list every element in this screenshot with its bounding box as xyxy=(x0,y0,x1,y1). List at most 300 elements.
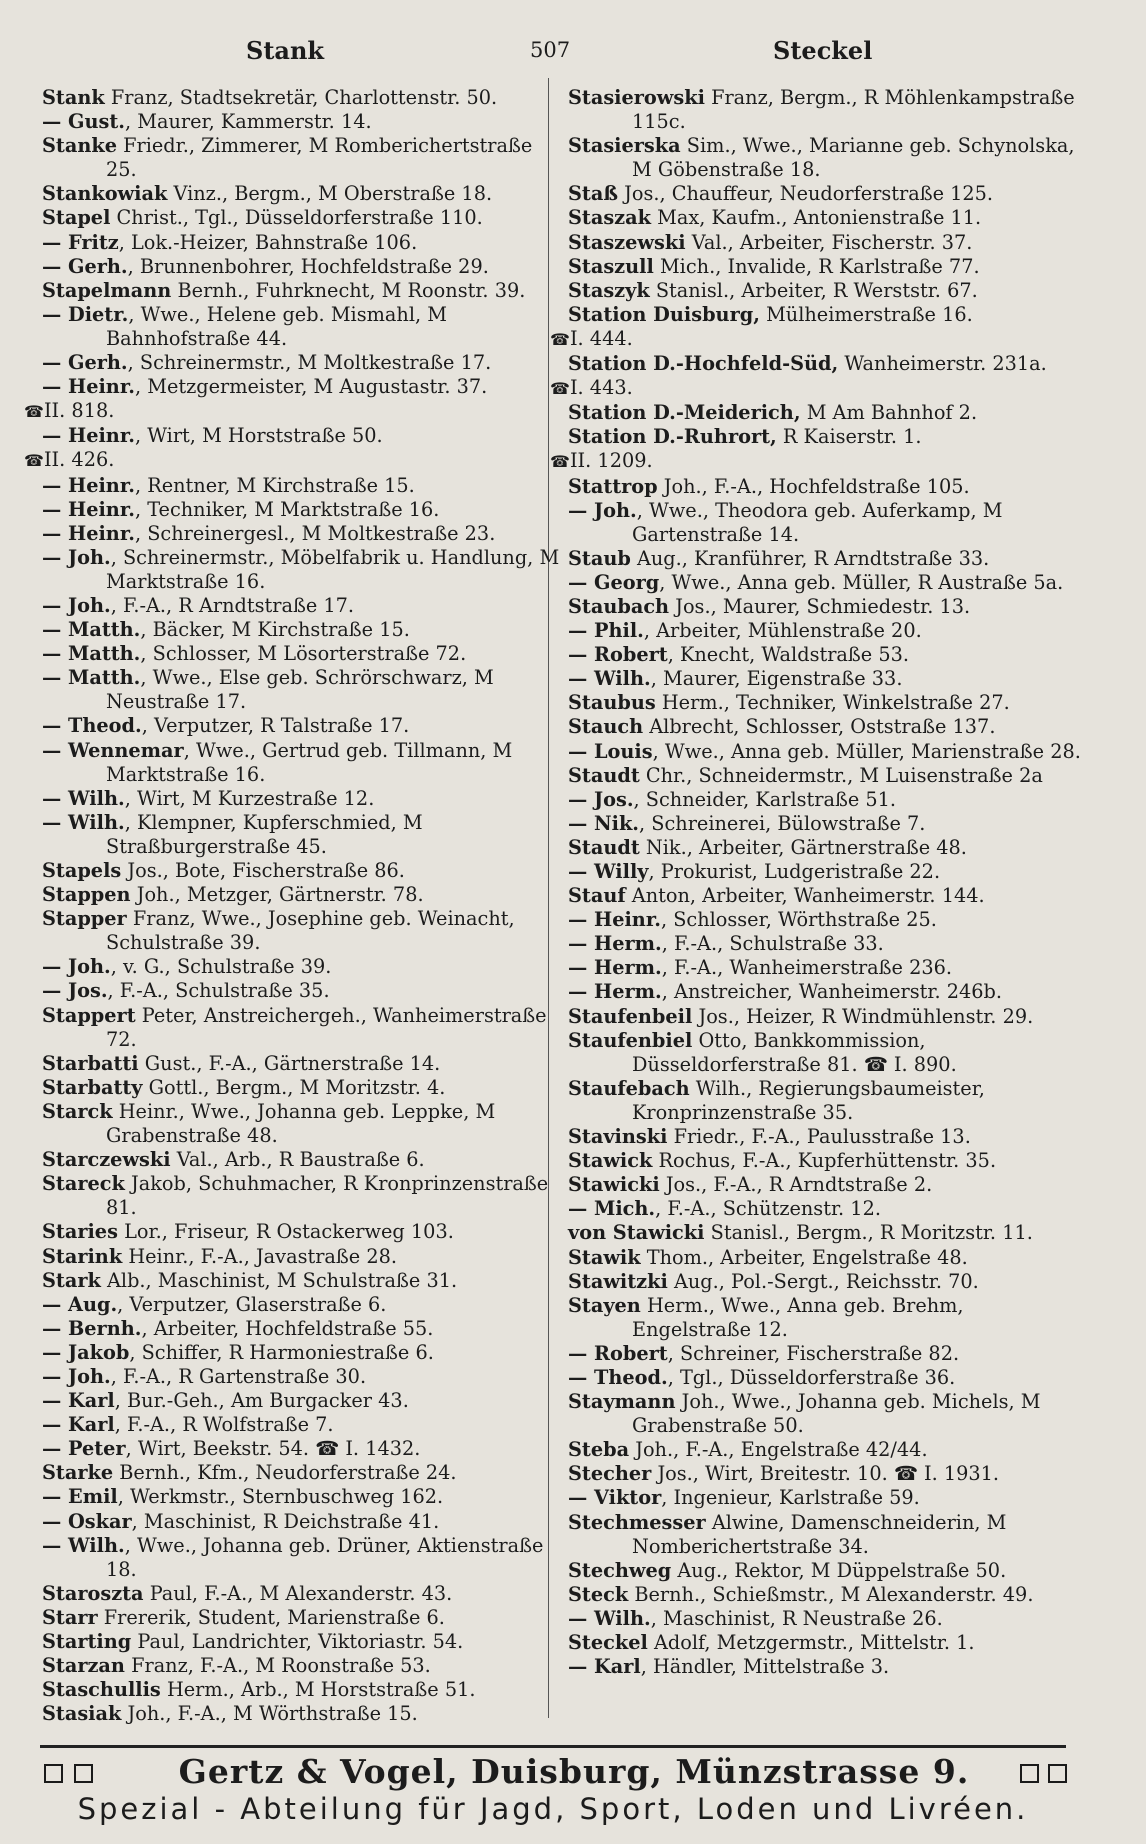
directory-entry xyxy=(42,907,562,955)
entry-name: — Karl xyxy=(42,1413,115,1437)
directory-entry xyxy=(42,1148,562,1172)
entry-details: Val., Arb., R Baustraße 6. xyxy=(176,1148,425,1172)
entry-details: R Kaiserstr. 1. xyxy=(782,425,922,449)
directory-entry xyxy=(42,1413,562,1437)
directory-entry xyxy=(42,231,562,255)
entry-details: Jos., Maurer, Schmiedestr. 13. xyxy=(675,594,971,618)
entry-details: Peter, Anstreichergeh., Wanheimerstraße 72. xyxy=(106,1003,547,1051)
entry-details: Friedr., Zimmerer, M Romberichertstraße 25. xyxy=(106,134,533,182)
entry-name: Starczewski xyxy=(42,1148,171,1172)
square-ornament-icon xyxy=(1020,1764,1039,1783)
entry-name: Starbatti xyxy=(42,1051,139,1075)
directory-entry xyxy=(568,86,1088,134)
entry-details: Vinz., Bergm., M Oberstraße 18. xyxy=(173,182,493,206)
directory-entry xyxy=(568,1342,1088,1366)
directory-entry xyxy=(42,1437,562,1461)
directory-entry xyxy=(568,1438,1088,1462)
entry-details: , F.-A., Schützenstr. 12. xyxy=(655,1197,881,1221)
entry-details: , Metzgermeister, M Augustastr. 37. xyxy=(134,375,488,399)
entry-name: — Wilh. xyxy=(568,667,651,691)
entry-name: Stavinski xyxy=(568,1125,668,1149)
directory-entry xyxy=(42,859,562,883)
entry-details: Herm., Arb., M Horststraße 51. xyxy=(166,1678,476,1702)
directory-entry xyxy=(568,449,1088,474)
entry-details: , Verputzer, Glaserstraße 6. xyxy=(117,1292,387,1316)
square-ornament-icon xyxy=(74,1764,93,1783)
entry-details: , Schreinerei, Bülowstraße 7. xyxy=(639,811,926,835)
directory-entry xyxy=(568,956,1088,980)
entry-name: — Wennemar xyxy=(42,738,184,762)
entry-name: — Matth. xyxy=(42,666,141,690)
entry-details: Chr., Schneidermstr., M Luisenstraße 2a xyxy=(645,763,1043,787)
entry-details: , Knecht, Waldstraße 53. xyxy=(667,643,910,667)
directory-entry xyxy=(568,667,1088,691)
directory-entry xyxy=(42,255,562,279)
directory-entry xyxy=(42,1052,562,1076)
entry-details: Paul, F.-A., M Alexanderstr. 43. xyxy=(149,1581,453,1605)
entry-details: , F.-A., Schulstraße 35. xyxy=(107,979,330,1003)
entry-name: — Fritz xyxy=(42,230,119,254)
directory-entry xyxy=(42,618,562,642)
entry-name: — Joh. xyxy=(42,593,111,617)
header-right-keyword: Steckel xyxy=(773,36,873,65)
entry-details: , Wwe., Else geb. Schrörschwarz, M Neustraße 17. xyxy=(106,666,494,714)
directory-entry xyxy=(568,352,1088,376)
directory-entry xyxy=(568,401,1088,425)
entry-details: Rochus, F.-A., Kupferhüttenstr. 35. xyxy=(658,1149,997,1173)
directory-entry xyxy=(42,1534,562,1582)
directory-entry xyxy=(42,811,562,859)
entry-details: , Prokurist, Ludgeristraße 22. xyxy=(648,860,941,883)
entry-details: Paul, Landrichter, Viktoriastr. 54. xyxy=(137,1630,464,1653)
directory-entry xyxy=(42,955,562,979)
entry-name: — Georg xyxy=(568,570,660,594)
directory-entry xyxy=(42,1293,562,1317)
entry-name: — Phil. xyxy=(568,619,644,643)
entry-details: , Wwe., Anna geb. Müller, Marienstraße 28. xyxy=(652,739,1081,763)
directory-entry xyxy=(42,883,562,907)
directory-entry xyxy=(42,1485,562,1509)
entry-name: Staroszta xyxy=(42,1581,144,1605)
entry-name: — Gerh. xyxy=(42,254,128,278)
directory-entry xyxy=(42,594,562,618)
entry-details: , Wwe., Johanna geb. Drüner, Aktienstraße 18. xyxy=(106,1533,544,1581)
directory-entry xyxy=(568,1246,1088,1270)
entry-name: — Oskar xyxy=(42,1509,132,1533)
entry-name: Staß xyxy=(568,182,618,206)
entry-name: Stauch xyxy=(568,715,644,739)
directory-entry xyxy=(568,740,1088,764)
directory-entry xyxy=(42,714,562,738)
entry-details: Stanisl., Arbeiter, R Werststr. 67. xyxy=(655,278,978,302)
directory-entry xyxy=(568,1197,1088,1221)
entry-name: — Viktor xyxy=(568,1486,662,1510)
entry-name: — Theod. xyxy=(42,714,142,738)
entry-details: , Wwe., Theodora geb. Auferkamp, M Gartenstraße 14. xyxy=(632,498,1003,546)
entry-details: Joh., Metzger, Gärtnerstr. 78. xyxy=(136,883,424,907)
directory-entry xyxy=(568,303,1088,327)
entry-details: Jos., Bote, Fischerstraße 86. xyxy=(127,859,405,882)
entry-name: — Robert xyxy=(568,643,668,667)
entry-details: , Bäcker, M Kirchstraße 15. xyxy=(140,618,410,642)
directory-entry xyxy=(42,1076,562,1100)
entry-name: — Heinr. xyxy=(42,473,135,497)
entry-name: Staufebach xyxy=(568,1076,690,1100)
entry-name: Station Duisburg, xyxy=(568,302,760,326)
entry-name: Staszak xyxy=(568,206,651,230)
entry-details: , F.-A., Schulstraße 33. xyxy=(661,932,884,956)
directory-entry xyxy=(42,1100,562,1148)
directory-entry xyxy=(42,86,562,110)
entry-details: , Klempner, Kupferschmied, M Straßburgerstraße 45. xyxy=(106,810,423,858)
entry-name: Stapel xyxy=(42,206,111,230)
entry-name: Staubus xyxy=(568,691,656,715)
entry-name: — Gust. xyxy=(42,110,125,134)
square-ornament-icon xyxy=(1048,1764,1067,1783)
entry-details: Sim., Wwe., Marianne geb. Schynolska, M Göbenstraße 18. xyxy=(632,134,1075,182)
directory-entry xyxy=(42,498,562,522)
directory-entry xyxy=(42,1317,562,1341)
entry-name: — Heinr. xyxy=(42,521,135,545)
directory-entry xyxy=(568,1462,1088,1486)
entry-details: Joh., F.-A., Engelstraße 42/44. xyxy=(635,1438,928,1462)
directory-entry xyxy=(42,1004,562,1052)
entry-details: Aug., Kranführer, R Arndtstraße 33. xyxy=(636,546,990,570)
directory-entry xyxy=(568,836,1088,860)
entry-details: Friedr., F.-A., Paulusstraße 13. xyxy=(673,1125,971,1149)
entry-name: Starck xyxy=(42,1099,113,1123)
directory-entry xyxy=(42,1510,562,1534)
directory-entry xyxy=(568,715,1088,739)
directory-entry xyxy=(42,110,562,134)
entry-name: — Gerh. xyxy=(42,351,128,375)
entry-details: Thom., Arbeiter, Engelstraße 48. xyxy=(646,1245,968,1269)
entry-details: , Maschinist, R Deichstraße 41. xyxy=(131,1509,440,1533)
entry-name: Station D.-Meiderich, xyxy=(568,401,801,425)
entry-details: , Wirt, M Kurzestraße 12. xyxy=(124,786,375,810)
entry-name: — Wilh. xyxy=(42,810,125,834)
entry-details: , Wirt, Beekstr. 54. ☎ I. 1432. xyxy=(125,1437,421,1461)
advertisement-tagline: Spezial - Abteilung für Jagd, Sport, Loden und Livréen. xyxy=(77,1792,1029,1826)
entry-details: Gottl., Bergm., M Moritzstr. 4. xyxy=(148,1075,446,1099)
entry-name: — Herm. xyxy=(568,956,662,980)
entry-details: Jos., Heizer, R Windmühlenstr. 29. xyxy=(698,1004,1034,1028)
entry-details: Bernh., Schießmstr., M Alexanderstr. 49. xyxy=(634,1582,1034,1606)
entry-details: , Tgl., Düsseldorferstraße 36. xyxy=(667,1365,956,1389)
entry-name: — Matth. xyxy=(42,642,141,666)
entry-details: Franz, F.-A., M Roonstraße 53. xyxy=(131,1654,431,1678)
entry-name: — Mich. xyxy=(568,1197,656,1221)
entry-name: — Joh. xyxy=(42,545,111,569)
directory-entry xyxy=(42,474,562,498)
entry-name: Stappen xyxy=(42,883,131,907)
entry-details: Max, Kaufm., Antonienstraße 11. xyxy=(657,206,982,230)
entry-name: — Aug. xyxy=(42,1292,118,1316)
entry-details: , Schiffer, R Harmoniestraße 6. xyxy=(129,1340,434,1364)
entry-name: Staufenbeil xyxy=(568,1004,693,1028)
entry-details: , F.-A., Wanheimerstraße 236. xyxy=(661,956,953,980)
entry-name: Stawitzki xyxy=(568,1269,668,1293)
directory-entry xyxy=(42,1389,562,1413)
directory-entry xyxy=(42,1630,562,1654)
directory-entry xyxy=(568,1655,1088,1679)
left-column xyxy=(42,86,562,1726)
entry-name: Stattrop xyxy=(568,474,658,498)
directory-entry xyxy=(42,1582,562,1606)
directory-entry xyxy=(568,1559,1088,1583)
directory-entry xyxy=(568,764,1088,788)
entry-details: , Verputzer, R Talstraße 17. xyxy=(141,714,410,738)
directory-entry xyxy=(568,1486,1088,1510)
entry-name: — Heinr. xyxy=(42,497,135,521)
page-header xyxy=(0,36,1146,72)
entry-name: Staszull xyxy=(568,254,654,278)
entry-details: Jos., Wirt, Breitestr. 10. ☎ I. 1931. xyxy=(657,1462,1000,1486)
directory-entry xyxy=(42,666,562,714)
directory-entry xyxy=(568,619,1088,643)
entry-details: , Arbeiter, Mühlenstraße 20. xyxy=(643,619,922,643)
entry-details: , Arbeiter, Hochfeldstraße 55. xyxy=(141,1316,434,1340)
directory-entry xyxy=(568,547,1088,571)
entry-name: Stapelmann xyxy=(42,278,172,302)
directory-entry xyxy=(42,522,562,546)
entry-name: Stauf xyxy=(568,884,626,908)
entry-details: Otto, Bankkommission, Düsseldorferstraße 81. ☎ I. 890. xyxy=(632,1028,957,1076)
entry-details: Mülheimerstraße 16. xyxy=(766,302,973,326)
entry-name: Station D.-Hochfeld-Süd, xyxy=(568,352,839,376)
directory-entry xyxy=(568,932,1088,956)
entry-name: Staubach xyxy=(568,594,670,618)
directory-entry xyxy=(568,231,1088,255)
entry-details: , Ingenieur, Karlstraße 59. xyxy=(661,1486,920,1510)
directory-entry xyxy=(568,571,1088,595)
entry-details: , Maschinist, R Neustraße 26. xyxy=(650,1606,943,1630)
entry-details: Aug., Pol.-Sergt., Reichsstr. 70. xyxy=(673,1269,979,1293)
entry-details: Wilh., Regierungsbaumeister, Kronprinzenstraße 35. xyxy=(632,1076,985,1124)
entry-name: Stawicki xyxy=(568,1173,660,1197)
directory-entry xyxy=(568,1583,1088,1607)
entry-name: Staszyk xyxy=(568,278,650,302)
directory-entry xyxy=(568,475,1088,499)
entry-name: — Joh. xyxy=(568,498,637,522)
entry-name: — Joh. xyxy=(42,1364,111,1388)
header-left-keyword: Stank xyxy=(246,36,325,65)
entry-details: , Schreinermstr., Möbelfabrik u. Handlung, M Marktstraße 16. xyxy=(106,545,560,593)
entry-details: , Wirt, M Horststraße 50. xyxy=(134,424,383,448)
entry-details: Gust., F.-A., Gärtnerstraße 14. xyxy=(144,1051,441,1075)
telephone-number: II. 818. xyxy=(43,399,115,423)
directory-entry xyxy=(568,1270,1088,1294)
entry-name: — Nik. xyxy=(568,811,640,835)
entry-name: — Wilh. xyxy=(42,1533,125,1557)
entry-name: — Herm. xyxy=(568,980,662,1004)
entry-name: Stappert xyxy=(42,1003,136,1027)
entry-name: — Wilh. xyxy=(568,1606,651,1630)
entry-details: Jakob, Schuhmacher, R Kronprinzenstraße 81. xyxy=(106,1172,549,1220)
directory-entry xyxy=(42,1654,562,1678)
entry-name: Stankowiak xyxy=(42,182,168,206)
entry-details: Wanheimerstr. 231a. xyxy=(844,352,1047,376)
directory-entry xyxy=(568,595,1088,619)
entry-name: von Stawicki xyxy=(568,1221,705,1245)
directory-entry xyxy=(42,134,562,182)
entry-details: Joh., Wwe., Johanna geb. Michels, M Grabenstraße 50. xyxy=(632,1390,1041,1438)
entry-name: Staudt xyxy=(568,763,640,787)
directory-entry xyxy=(42,279,562,303)
directory-entry xyxy=(42,1365,562,1389)
directory-entry xyxy=(568,1149,1088,1173)
entry-name: Stapper xyxy=(42,907,127,931)
directory-entry xyxy=(568,1221,1088,1245)
entry-details: , Maurer, Eigenstraße 33. xyxy=(650,667,903,691)
entry-details: Heinr., Wwe., Johanna geb. Leppke, M Grabenstraße 48. xyxy=(106,1099,496,1148)
entry-name: Stasierska xyxy=(568,134,681,158)
directory-entry xyxy=(42,399,562,424)
entry-name: Staszewski xyxy=(568,230,686,254)
directory-entry xyxy=(42,182,562,206)
directory-entry xyxy=(42,448,562,473)
entry-details: Joh., F.-A., Hochfeldstraße 105. xyxy=(663,474,970,498)
entry-details: , F.-A., R Gartenstraße 30. xyxy=(110,1364,367,1388)
directory-entry xyxy=(42,303,562,351)
entry-name: Stawik xyxy=(568,1245,641,1269)
entry-details: , Werkmstr., Sternbuschweg 162. xyxy=(117,1485,444,1509)
advertisement-company: Gertz & Vogel, Duisburg, Münzstrasse 9. xyxy=(178,1752,970,1791)
entry-name: Stechmesser xyxy=(568,1510,706,1534)
entry-name: — Jos. xyxy=(568,787,634,811)
directory-entry xyxy=(42,1245,562,1269)
directory-entry xyxy=(568,255,1088,279)
telephone-number: II. 1209. xyxy=(569,449,653,473)
entry-details: Jos., Chauffeur, Neudorferstraße 125. xyxy=(624,182,994,206)
entry-details: , Brunnenbohrer, Hochfeldstraße 29. xyxy=(127,254,489,278)
directory-entry xyxy=(42,642,562,666)
entry-name: Stechweg xyxy=(568,1558,672,1582)
directory-entry xyxy=(568,691,1088,715)
right-column xyxy=(568,86,1088,1679)
entry-name: Starink xyxy=(42,1244,123,1268)
directory-entry xyxy=(568,1366,1088,1390)
directory-entry xyxy=(42,739,562,787)
entry-name: Starting xyxy=(42,1630,132,1653)
entry-name: Stapels xyxy=(42,859,122,882)
entry-name: Staufenbiel xyxy=(568,1028,693,1052)
entry-details: , F.-A., R Arndtstraße 17. xyxy=(110,593,355,617)
entry-name: Staschullis xyxy=(42,1678,161,1702)
entry-name: Stasierowski xyxy=(568,86,705,109)
directory-entry xyxy=(568,1511,1088,1559)
entry-name: — Louis xyxy=(568,739,653,763)
entry-name: Staudt xyxy=(568,835,640,859)
telephone-number: II. 426. xyxy=(43,448,115,472)
entry-name: — Jakob xyxy=(42,1340,130,1364)
directory-entry xyxy=(42,979,562,1003)
directory-entry xyxy=(42,1461,562,1485)
entry-name: — Theod. xyxy=(568,1365,668,1389)
entry-details: Val., Arbeiter, Fischerstr. 37. xyxy=(691,230,973,254)
directory-entry xyxy=(568,812,1088,836)
entry-name: — Emil xyxy=(42,1485,118,1509)
entry-details: Alb., Maschinist, M Schulstraße 31. xyxy=(106,1268,458,1292)
entry-details: Joh., F.-A., M Wörthstraße 15. xyxy=(127,1702,418,1726)
entry-name: — Matth. xyxy=(42,618,141,642)
directory-entry xyxy=(568,1029,1088,1077)
entry-details: Franz, Stadtsekretär, Charlottenstr. 50. xyxy=(110,86,498,109)
entry-details: Nik., Arbeiter, Gärtnerstraße 48. xyxy=(645,835,967,859)
entry-details: , Lok.-Heizer, Bahnstraße 106. xyxy=(118,230,418,254)
entry-details: , v. G., Schulstraße 39. xyxy=(110,955,332,979)
directory-entry xyxy=(568,860,1088,884)
entry-details: , Schreiner, Fischerstraße 82. xyxy=(667,1341,960,1365)
directory-entry xyxy=(42,546,562,594)
entry-details: , Bur.-Geh., Am Burgacker 43. xyxy=(114,1389,409,1413)
entry-details: , Maurer, Kammerstr. 14. xyxy=(124,110,372,134)
directory-entry xyxy=(568,1173,1088,1197)
entry-name: Stank xyxy=(42,86,105,109)
entry-name: Station D.-Ruhrort, xyxy=(568,425,777,449)
directory-entry xyxy=(42,1269,562,1293)
entry-name: Stayen xyxy=(568,1293,641,1317)
entry-name: Steba xyxy=(568,1438,630,1462)
entry-name: — Willy xyxy=(568,860,649,883)
entry-name: Stanke xyxy=(42,134,117,158)
telephone-number: I. 444. xyxy=(569,326,633,350)
entry-details: Adolf, Metzgermstr., Mittelstr. 1. xyxy=(653,1631,975,1654)
entry-name: Starke xyxy=(42,1461,114,1485)
entry-name: Stecher xyxy=(568,1462,652,1486)
entry-details: , Techniker, M Marktstraße 16. xyxy=(134,497,440,521)
square-ornament-icon xyxy=(44,1764,63,1783)
entry-details: Stanisl., Bergm., R Moritzstr. 11. xyxy=(710,1221,1033,1245)
directory-entry xyxy=(568,182,1088,206)
directory-entry xyxy=(42,1702,562,1726)
directory-entry xyxy=(568,1607,1088,1631)
directory-entry xyxy=(42,1341,562,1365)
entry-details: , Wwe., Anna geb. Müller, R Austraße 5a. xyxy=(659,570,1064,594)
advertisement-banner xyxy=(40,1752,1066,1796)
directory-entry xyxy=(42,1172,562,1220)
entry-name: Stark xyxy=(42,1268,101,1292)
entry-name: — Karl xyxy=(42,1389,115,1413)
directory-entry xyxy=(568,643,1088,667)
entry-name: Stasiak xyxy=(42,1702,122,1726)
entry-details: , Schreinergesl., M Moltkestraße 23. xyxy=(134,521,496,545)
directory-entry xyxy=(568,1390,1088,1438)
entry-details: Aug., Rektor, M Düppelstraße 50. xyxy=(677,1558,1007,1582)
entry-details: Anton, Arbeiter, Wanheimerstr. 144. xyxy=(631,884,985,908)
page-number: 507 xyxy=(530,38,571,62)
entry-details: Alwine, Damenschneiderin, M Nomberichertstraße 34. xyxy=(632,1510,1007,1558)
entry-details: , Schlosser, Wörthstraße 25. xyxy=(660,908,937,932)
entry-name: — Heinr. xyxy=(42,424,135,448)
directory-entry xyxy=(42,206,562,230)
directory-entry xyxy=(568,327,1088,352)
entry-details: Herm., Techniker, Winkelstraße 27. xyxy=(661,691,1010,715)
entry-details: , Rentner, M Kirchstraße 15. xyxy=(134,473,415,497)
entry-name: — Peter xyxy=(42,1437,126,1461)
directory-entry xyxy=(568,884,1088,908)
directory-entry xyxy=(568,908,1088,932)
entry-details: , Schlosser, M Lösorterstraße 72. xyxy=(140,642,467,666)
entry-name: Staub xyxy=(568,546,631,570)
directory-entry xyxy=(568,1125,1088,1149)
entry-details: , Anstreicher, Wanheimerstr. 246b. xyxy=(661,980,1003,1004)
directory-entry xyxy=(568,788,1088,812)
entry-details: Albrecht, Schlosser, Oststraße 137. xyxy=(649,715,996,739)
entry-details: Christ., Tgl., Düsseldorferstraße 110. xyxy=(116,206,483,230)
directory-entry xyxy=(568,134,1088,182)
entry-name: Starzan xyxy=(42,1654,125,1678)
